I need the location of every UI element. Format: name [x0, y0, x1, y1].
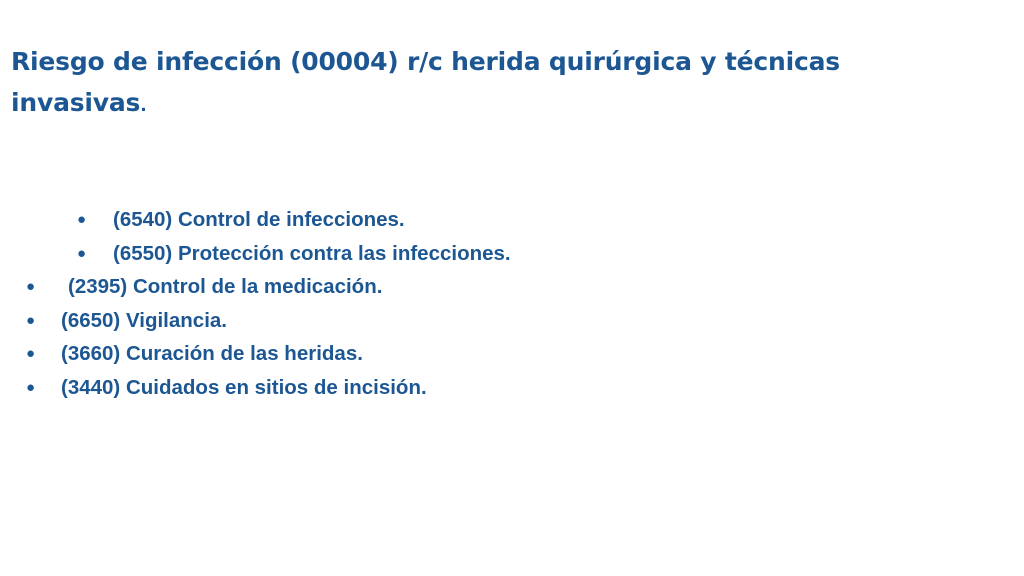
list-item-label: (6650) Vigilancia. — [61, 308, 227, 332]
bullet-icon: ● — [26, 278, 36, 296]
list-item-label: (2395) Control de la medicación. — [68, 275, 383, 299]
slide-title — [11, 41, 971, 127]
bullet-icon: ● — [77, 211, 87, 228]
list-item-label: (6540) Control de infecciones. — [113, 208, 405, 231]
list-item-label: (6550) Protección contra las infecciones. — [113, 241, 511, 265]
slide-title-period: . — [140, 96, 147, 116]
list-item-label: (3660) Curación de las heridas. — [61, 342, 363, 366]
list-item-label: (3440) Cuidados en sitios de incisión. — [61, 375, 427, 399]
slide-title-text: Riesgo de infección (00004) r/c herida quirúrgica y técnicas invasivas — [11, 47, 840, 117]
bullet-icon: ● — [26, 311, 36, 329]
bullet-icon: ● — [26, 345, 36, 363]
bullet-icon: ● — [77, 244, 87, 262]
bullet-icon: ● — [26, 378, 36, 396]
